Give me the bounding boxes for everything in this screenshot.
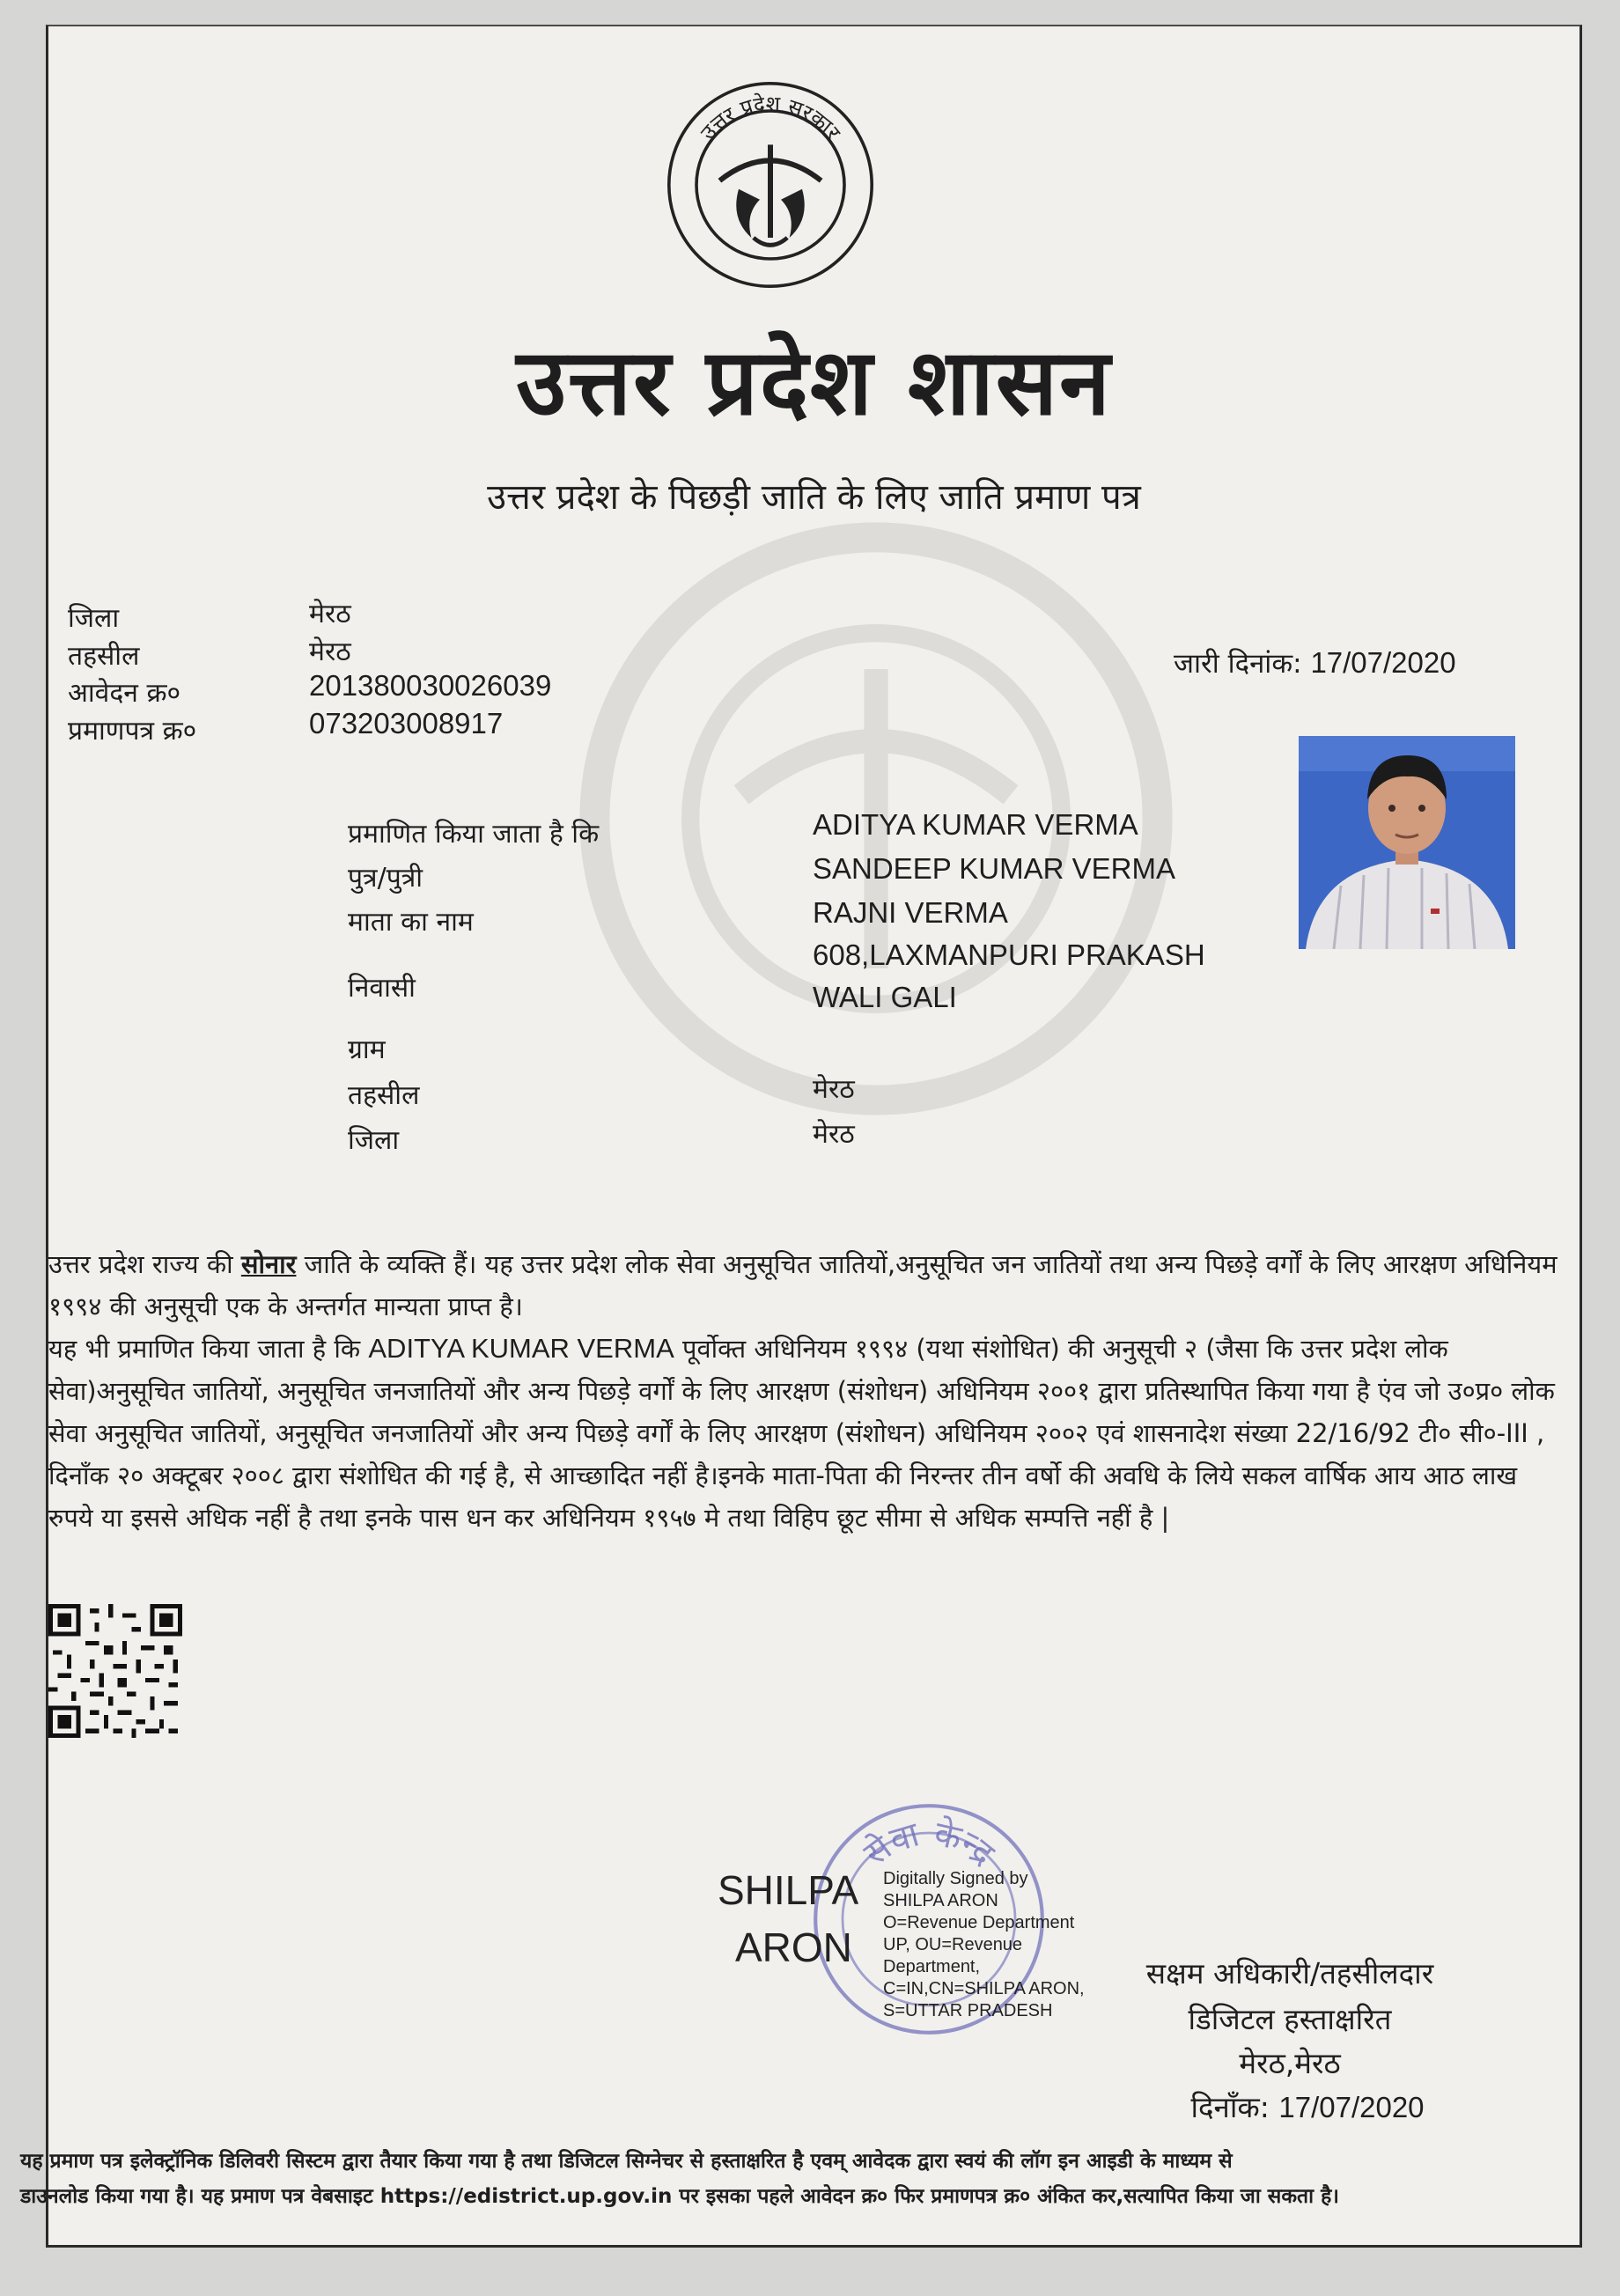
applicant-name: ADITYA KUMAR VERMA <box>813 808 1138 841</box>
authority-date-value: 17/07/2020 <box>1278 2091 1425 2123</box>
svg-text:उत्तर प्रदेश सरकार: उत्तर प्रदेश सरकार <box>696 91 846 145</box>
person-district-label: जिला <box>348 1125 400 1156</box>
signer-name-line1: SHILPA <box>718 1867 859 1913</box>
person-tehsil-value: मेरठ <box>813 1074 855 1105</box>
issue-date <box>1174 644 1456 681</box>
digital-signature-details: Digitally Signed by SHILPA ARON O=Revenue Department UP, OU=Revenue Department, C=IN,CN=SHILPA ARON, S=UTTAR PRADESH <box>883 1869 1085 2020</box>
tehsil-value: मेरठ <box>309 637 351 667</box>
district-value: मेरठ <box>309 599 351 629</box>
issue-date-label: जारी दिनांक: <box>1174 648 1302 680</box>
svg-text:सेवा केन्द्र: सेवा केन्द्र <box>857 1814 1002 1874</box>
certified-label: प्रमाणित किया जाता है कि <box>348 819 600 850</box>
footer-line2: डाउनलोड किया गया है। यह प्रमाण पत्र वेबसाइट https://edistrict.up.gov.in पर इसका पहले आवेदन क्र० फिर प्रमाणपत्र क्र० अंकित कर,सत्यापित किया जा सकता है। <box>20 2185 1340 2208</box>
authority-date <box>1140 2086 1475 2126</box>
parent-name: SANDEEP KUMAR VERMA <box>813 852 1175 885</box>
authority-digital-signed: डिजिटल हस्ताक्षरित <box>1188 2002 1392 2036</box>
person-tehsil-label: तहसील <box>348 1080 420 1111</box>
document-title: उत्तर प्रदेश शासन <box>516 328 1112 436</box>
applicant-photo <box>1299 736 1515 949</box>
paragraph-declaration: यह भी प्रमाणित किया जाता है कि ADITYA KUMAR VERMA पूर्वोक्त अधिनियम १९९४ (यथा संशोधित) की अनुसूची २ (जैसा कि उत्तर प्रदेश लोक सेवा)अनुसूचित जातियों, अनुसूचित जनजातियों और अन्य पिछड़े वर्गों के लिए आरक्षण (संशोधन) अधिनियम २००१ द्वारा प्रतिस्थापित किया गया है एंव जो उ०प्र० लोक सेवा अनुसूचित जातियों, अनुसूचित जनजातियों और अन्य पिछड़े वर्गों के लिए आरक्षण (संशोधन) अधिनियम २००२ एवं शासनादेश संख्या 22/16/92 टी० सी०-III , दिनाँक २० अक्टूबर २००८ द्वारा संशोधित की गई है, से आच्छादित नहीं है।इनके माता-पिता की निरन्तर तीन वर्षो की अवधि के लिये सकल वार्षिक आय आठ लाख रुपये या इससे अधिक नहीं है तथा इनके पास धन कर अधिनियम १९५७ मे तथा विहिप छूट सीमा से अधिक सम्पत्ति नहीं है | <box>48 1333 1555 1533</box>
mother-label: माता का नाम <box>348 907 474 938</box>
caste-name: सोनार <box>240 1249 297 1279</box>
authority-title: सक्षम अधिकारी/तहसीलदार <box>1145 1956 1434 1991</box>
qr-code-icon <box>48 1604 182 1738</box>
authority-date-label: दिनाँक: <box>1190 2090 1270 2124</box>
certificate-number-label: प्रमाणपत्र क्र० <box>68 716 197 747</box>
parent-label: पुत्र/पुत्री <box>348 863 423 894</box>
declaration-name: ADITYA KUMAR VERMA <box>368 1333 674 1364</box>
person-district-value: मेरठ <box>813 1119 855 1150</box>
up-government-emblem-icon <box>665 79 876 291</box>
footer-line1: यह प्रमाण पत्र इलेक्ट्रॉनिक डिलिवरी सिस्टम द्वारा तैयार किया गया है तथा डिजिटल सिग्नेचर से हस्ताक्षरित है एवम् आवेदक द्वारा स्वयं की लॉग इन आइडी के माध्यम से <box>20 2150 1233 2173</box>
district-label: जिला <box>68 603 120 634</box>
mother-name: RAJNI VERMA <box>813 896 1008 929</box>
certificate-body <box>48 1243 1563 1539</box>
issue-date-value: 17/07/2020 <box>1310 646 1456 679</box>
tehsil-label: तहसील <box>68 641 140 672</box>
residence-line2: WALI GALI <box>813 981 957 1013</box>
certificate-number-value: 073203008917 <box>309 707 504 740</box>
residence-label: निवासी <box>348 973 416 1004</box>
person-photo-icon <box>1299 736 1515 949</box>
authority-location: मेरठ,मेरठ <box>1239 2046 1341 2080</box>
application-number-label: आवेदन क्र० <box>68 678 181 709</box>
residence-line1: 608,LAXMANPURI PRAKASH <box>813 938 1205 971</box>
paragraph-caste: उत्तर प्रदेश राज्य की सोनार जाति के व्यक्ति हैं। यह उत्तर प्रदेश लोक सेवा अनुसूचित जातियों,अनुसूचित जन जातियों तथा अन्य पिछड़े वर्गों के लिए आरक्षण अधिनियम १९९४ की अनुसूची एक के अन्तर्गत मान्यता प्राप्त है। <box>48 1249 1557 1321</box>
document-subtitle: उत्तर प्रदेश के पिछड़ी जाति के लिए जाति प्रमाण पत्र <box>487 477 1141 518</box>
application-number-value: 201380030026039 <box>309 669 552 702</box>
signer-name-line2: ARON <box>735 1924 852 1970</box>
village-label: ग्राम <box>348 1034 386 1065</box>
certificate-paper <box>20 25 1582 2248</box>
footer-note <box>20 2144 1552 2214</box>
